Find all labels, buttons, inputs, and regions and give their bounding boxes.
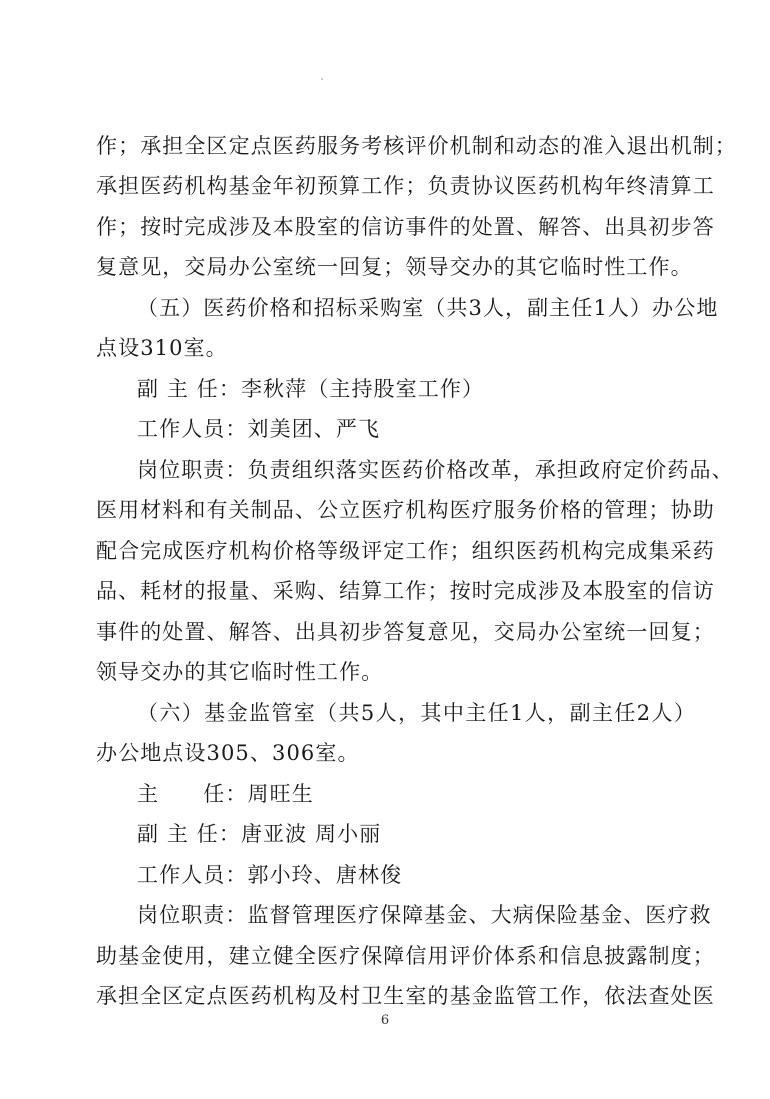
body-line: 医用材料和有关制品、公立医疗机构医疗服务价格的管理；协助 — [96, 498, 715, 522]
section-heading-6: （六）基金监管室（共5人，其中主任1人，副主任2人） — [137, 701, 696, 725]
body-line: 承担医药机构基金年初预算工作；负责协议医药机构年终清算工 — [96, 174, 715, 198]
body-line: 作；按时完成涉及本股室的信访事件的处置、解答、出具初步答 — [96, 215, 715, 239]
director-line: 主 任：周旺生 — [137, 782, 314, 806]
deputy-director-line: 副 主 任：唐亚波 周小丽 — [137, 822, 382, 846]
body-line: 领导交办的其它临时性工作。 — [96, 660, 384, 684]
staff-line: 工作人员：刘美团、严飞 — [137, 417, 381, 441]
body-line: 点设310室。 — [96, 336, 228, 360]
body-line: 作；承担全区定点医药服务考核评价机制和动态的准入退出机制； — [96, 134, 737, 158]
duties-line: 岗位职责：负责组织落实医药价格改革，承担政府定价药品、 — [137, 458, 734, 482]
staff-line: 工作人员：郭小玲、唐林俊 — [137, 863, 403, 887]
body-line: 事件的处置、解答、出具初步答复意见，交局办公室统一回复； — [96, 620, 715, 644]
body-line: 品、耗材的报量、采购、结算工作；按时完成涉及本股室的信访 — [96, 579, 715, 603]
body-line: 承担全区定点医药机构及村卫生室的基金监管工作，依法查处医 — [96, 984, 715, 1008]
body-line: 复意见，交局办公室统一回复；领导交办的其它临时性工作。 — [96, 255, 693, 279]
duties-line: 岗位职责：监督管理医疗保障基金、大病保险基金、医疗救 — [137, 903, 712, 927]
scan-speck — [321, 78, 323, 80]
page-number: 6 — [380, 1013, 390, 1028]
body-line: 配合完成医疗机构价格等级评定工作；组织医药机构完成集采药 — [96, 539, 715, 563]
section-heading-5: （五）医药价格和招标采购室（共3人，副主任1人）办公地 — [137, 296, 719, 320]
deputy-director-line: 副 主 任：李秋萍（主持股室工作） — [137, 377, 485, 401]
body-line: 助基金使用，建立健全医疗保障信用评价体系和信息披露制度； — [96, 944, 715, 968]
body-line: 办公地点设305、306室。 — [96, 741, 360, 765]
